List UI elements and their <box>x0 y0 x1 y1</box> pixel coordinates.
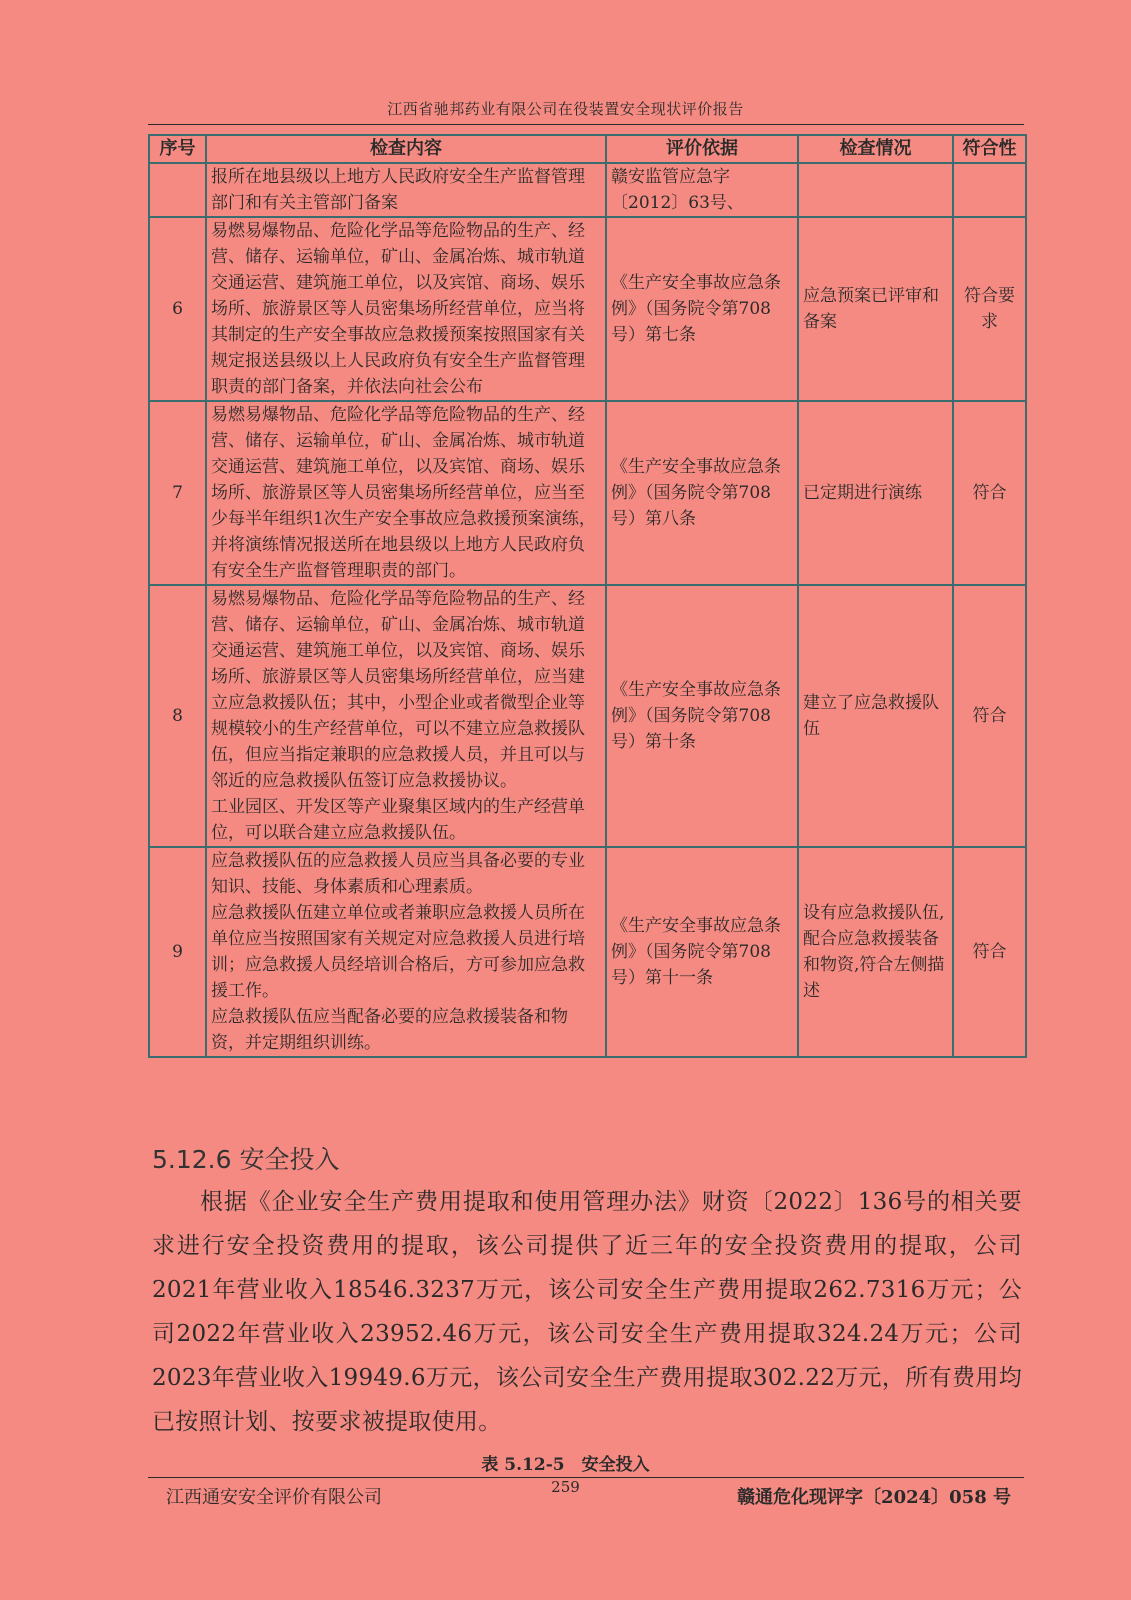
row-basis: 《生产安全事故应急条例》（国务院令第708号）第十条 <box>606 585 798 847</box>
row-serial: 6 <box>149 217 206 401</box>
row-serial: 7 <box>149 401 206 585</box>
header-basis: 评价依据 <box>606 135 798 163</box>
header-rule <box>148 124 1024 125</box>
row-content <box>206 217 606 401</box>
row-conformity: 符合 <box>953 401 1026 585</box>
row-content <box>206 847 606 1057</box>
footer-company: 江西通安安全评价有限公司 <box>166 1487 382 1508</box>
row-serial: 8 <box>149 585 206 847</box>
row-content-paragraph: 报所在地县级以上地方人民政府安全生产监督管理部门和有关主管部门备案 <box>211 167 585 213</box>
row-content-paragraph: 应急救援队伍建立单位或者兼职应急救援人员所在单位应当按照国家有关规定对应急救援人员进行培训；应急救援人员经培训合格后，方可参加应急救援工作。 <box>211 903 585 1001</box>
row-basis: 《生产安全事故应急条例》（国务院令第708号）第十一条 <box>606 847 798 1057</box>
row-content-paragraph: 应急救援队伍应当配备必要的应急救援装备和物资，并定期组织训练。 <box>211 1007 568 1053</box>
header-content: 检查内容 <box>206 135 606 163</box>
table-caption: 表 5.12-5 安全投入 <box>481 1455 650 1475</box>
row-content <box>206 401 606 585</box>
table-row <box>149 847 1026 1057</box>
header-serial: 序号 <box>149 135 206 163</box>
table-row <box>149 217 1026 401</box>
inspection-table <box>148 134 1027 1058</box>
row-content-paragraph: 易燃易爆物品、危险化学品等危险物品的生产、经营、储存、运输单位，矿山、金属冶炼、城市轨道交通运营、建筑施工单位，以及宾馆、商场、娱乐场所、旅游景区等人员密集场所经营单位，应当建立应急救援队伍；其中，小型企业或者微型企业等规模较小的生产经营单位，可以不建立应急救援队伍，但应当指定兼职的应急救援人员，并且可以与邻近的应急救援队伍签订应急救援协议。 <box>211 589 585 791</box>
page-number: 259 <box>551 1478 580 1496</box>
table-row <box>149 163 1026 217</box>
row-status: 应急预案已评审和备案 <box>798 217 953 401</box>
row-status: 建立了应急救援队伍 <box>798 585 953 847</box>
row-content-paragraph: 易燃易爆物品、危险化学品等危险物品的生产、经营、储存、运输单位，矿山、金属冶炼、城市轨道交通运营、建筑施工单位，以及宾馆、商场、娱乐场所、旅游景区等人员密集场所经营单位，应当将其制定的生产安全事故应急救援预案按照国家有关规定报送县级以上人民政府负有安全生产监督管理职责的部门备案，并依法向社会公布 <box>211 221 585 397</box>
section-heading: 5.12.6 安全投入 <box>152 1145 340 1174</box>
footer-doc-number: 赣通危化现评字〔2024〕058 号 <box>737 1487 1011 1508</box>
row-content <box>206 585 606 847</box>
row-status <box>798 163 953 217</box>
row-content-paragraph: 工业园区、开发区等产业聚集区域内的生产经营单位，可以联合建立应急救援队伍。 <box>211 797 585 843</box>
row-status: 已定期进行演练 <box>798 401 953 585</box>
row-status: 设有应急救援队伍,配合应急救援装备和物资,符合左侧描述 <box>798 847 953 1057</box>
row-conformity <box>953 163 1026 217</box>
row-basis: 赣安监管应急字〔2012〕63号、 <box>606 163 798 217</box>
header-conformity: 符合性 <box>953 135 1026 163</box>
row-conformity: 符合 <box>953 847 1026 1057</box>
body-paragraph: 根据《企业安全生产费用提取和使用管理办法》财资〔2022〕136号的相关要求进行安全投资费用的提取，该公司提供了近三年的安全投资费用的提取，公司2021年营业收入18546.3237万元，该公司安全生产费用提取262.7316万元；公司2022年营业收入23952.46万元，该公司安全生产费用提取324.24万元；公司2023年营业收入19949.6万元，该公司安全生产费用提取302.22万元，所有费用均已按照计划、按要求被提取使用。 <box>152 1189 1022 1435</box>
row-conformity: 符合要求 <box>953 217 1026 401</box>
table-row <box>149 585 1026 847</box>
row-basis: 《生产安全事故应急条例》（国务院令第708号）第七条 <box>606 217 798 401</box>
row-basis: 《生产安全事故应急条例》（国务院令第708号）第八条 <box>606 401 798 585</box>
row-conformity: 符合 <box>953 585 1026 847</box>
row-content <box>206 163 606 217</box>
header-status: 检查情况 <box>798 135 953 163</box>
table-row <box>149 401 1026 585</box>
row-content-paragraph: 应急救援队伍的应急救援人员应当具备必要的专业知识、技能、身体素质和心理素质。 <box>211 851 585 897</box>
row-serial: 9 <box>149 847 206 1057</box>
row-serial <box>149 163 206 217</box>
row-content-paragraph: 易燃易爆物品、危险化学品等危险物品的生产、经营、储存、运输单位，矿山、金属冶炼、城市轨道交通运营、建筑施工单位，以及宾馆、商场、娱乐场所、旅游景区等人员密集场所经营单位，应当至少每半年组织1次生产安全事故应急救援预案演练，并将演练情况报送所在地县级以上地方人民政府负有安全生产监督管理职责的部门。 <box>211 405 596 581</box>
header-title: 江西省驰邦药业有限公司在役装置安全现状评价报告 <box>387 100 744 118</box>
table-header-row <box>149 135 1026 163</box>
